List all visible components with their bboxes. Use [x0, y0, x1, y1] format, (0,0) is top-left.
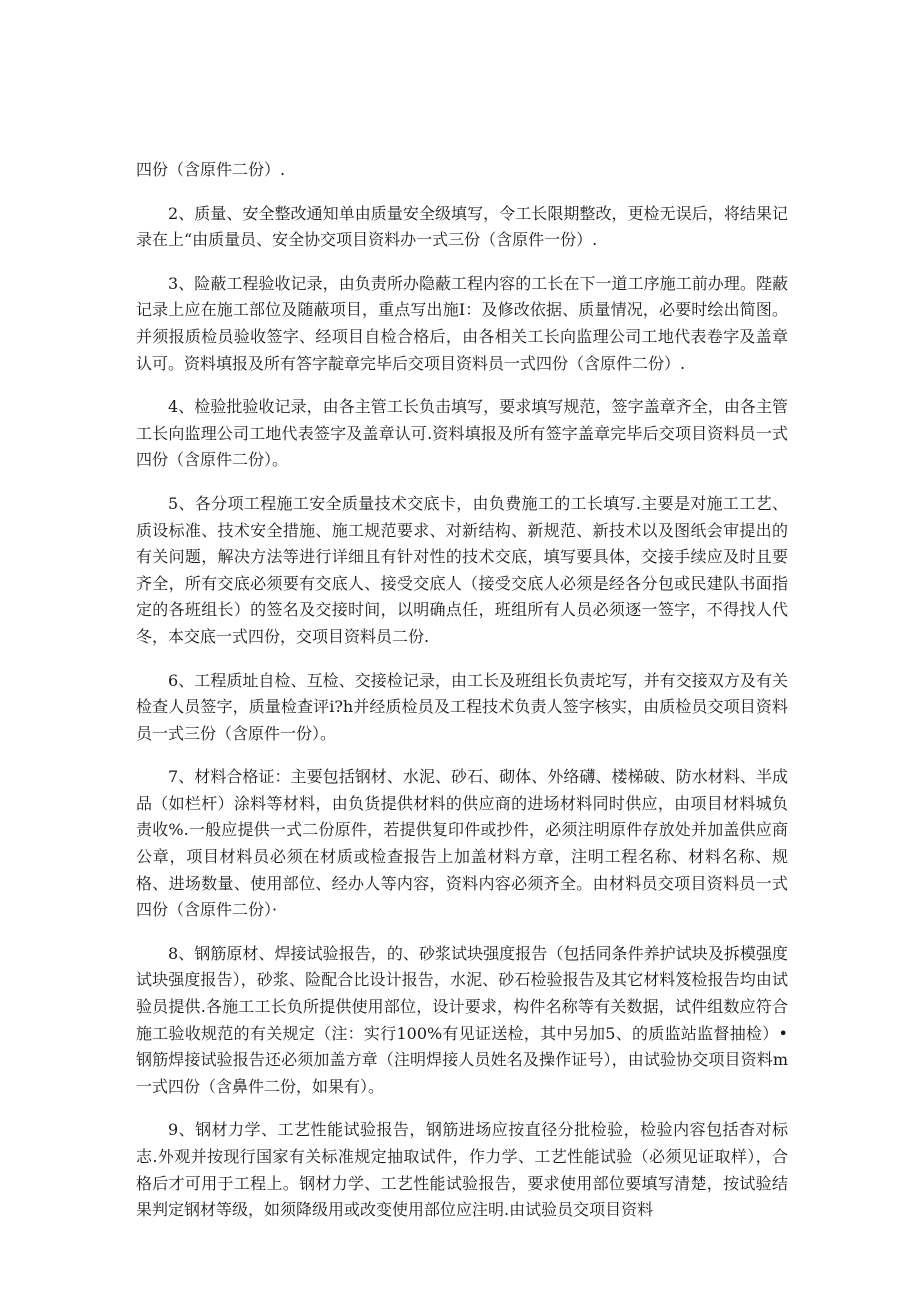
- paragraph-7: 7、材料合格证：主要包括钢材、水泥、砂石、砌体、外络礴、楼梯破、防水材料、半成品（如栏杆）涂料等材料，由负货提供材料的供应商的进场材料同时供应，由项目材料城负责收%.一般应提供一式二份原件，若提供复印件或抄件，必须注明原件存放处并加盖供应商公章，项目材料员必须在材质或检查报告上加盖材料方章，注明工程名称、材料名称、规格、进场数量、使用部位、经办人等内容，资料内容必须齐全。由材料员交项目资料员一式四份（含原件二份）·: [136, 767, 788, 920]
- paragraph-3: 3、险蔽工程验收记录，由负责所办隐蔽工程内容的工长在下一道工序施工前办理。陛蔽记录上应在施工部位及随蔽项目，重点写出施Ⅰ：及修改依据、质量情况，必要时绘出简图。并须报质检员验收签字、经项目自检合格后，由各相关工长向监理公司工地代表卷字及盖章认可。资料填报及所有答字靛章完毕后交项目资料员一式四份（含原件二份）.: [136, 273, 788, 373]
- paragraph-8: 8、钢筋原材、焊接试验报告，的、砂浆试块强度报告（包括同条件养护试块及拆模强度试块强度报告），砂浆、险配合比设计报告，水泥、砂石检验报告及其它材料笈检报告均由试验员提供.各施工工长负所提供使用部位，设计要求，构件名称等有关数据，试件组数应符合施工验收规范的有关规定（注：实行100%有见证送检，其中另加5、的质监站监督抽检）•钢筋焊接试验报告还必须加盖方章（注明焊接人员姓名及操作证号），由试验协交项目资料m一式四份（含鼻件二份，如果有）。: [136, 943, 788, 1096]
- paragraph-6: 6、工程质址自检、互检、交接检记录，由工长及班组长负责坨写，并有交接双方及有关检查人员签字，质量检查评i?h并经质检员及工程技术负责人签字核实，由质检员交项目资料员一式三份（含原件一份）。: [136, 670, 788, 743]
- paragraph-5: 5、各分项工程施工安全质量技术交底卡，由负费施工的工长填写.主要是对施工工艺、质设标准、技术安全措施、施工规范要求、对新结构、新规范、新技术以及图纸会审提出的有关问题，解决方法等进行详细且有针对性的技术交底，填写要具体，交接手续应及时且要齐全，所有交底必须要有交底人、接受交底人（接受交底人必须是经各分包或民建队书面指定的各班组长）的签名及交接时间，以明确点任，班组所有人员必须逐一签字，不得找人代冬，本交底一式四份，交项目资料员二份.: [136, 493, 788, 646]
- paragraph-4: 4、检验批验收记录，由各主管工长负击填写，要求填写规范，签字盖章齐全，由各主管工长向监理公司工地代表签字及盖章认可.资料填报及所有签字盖章完毕后交项目资料员一式四份（含原件二份）。: [136, 397, 788, 470]
- document-body: [136, 157, 788, 1241]
- paragraph-9: 9、钢材力学、工艺性能试验报告，钢筋进场应按直径分批检验，检验内容包括杳对标志.外观并按现行国家有关标准规定抽取试件，作力学、工艺性能试验（必须见证取样），合格后才可用于工程上。钢材力学、工艺性能试验报告，要求使用部位要填写清楚，按试验结果判定钢材等级，如须降级用或改变使用部位应注明.由试验员交项目资料: [136, 1120, 788, 1220]
- paragraph-2: 2、质量、安全整改通知单由质量安全级填写，令工长限期整改，更检无误后，将结果记录在上“由质量员、安全协交项目资料办一式三份（含原件一份）.: [136, 203, 788, 250]
- paragraph-1: 四份（含原件二份）.: [136, 160, 286, 179]
